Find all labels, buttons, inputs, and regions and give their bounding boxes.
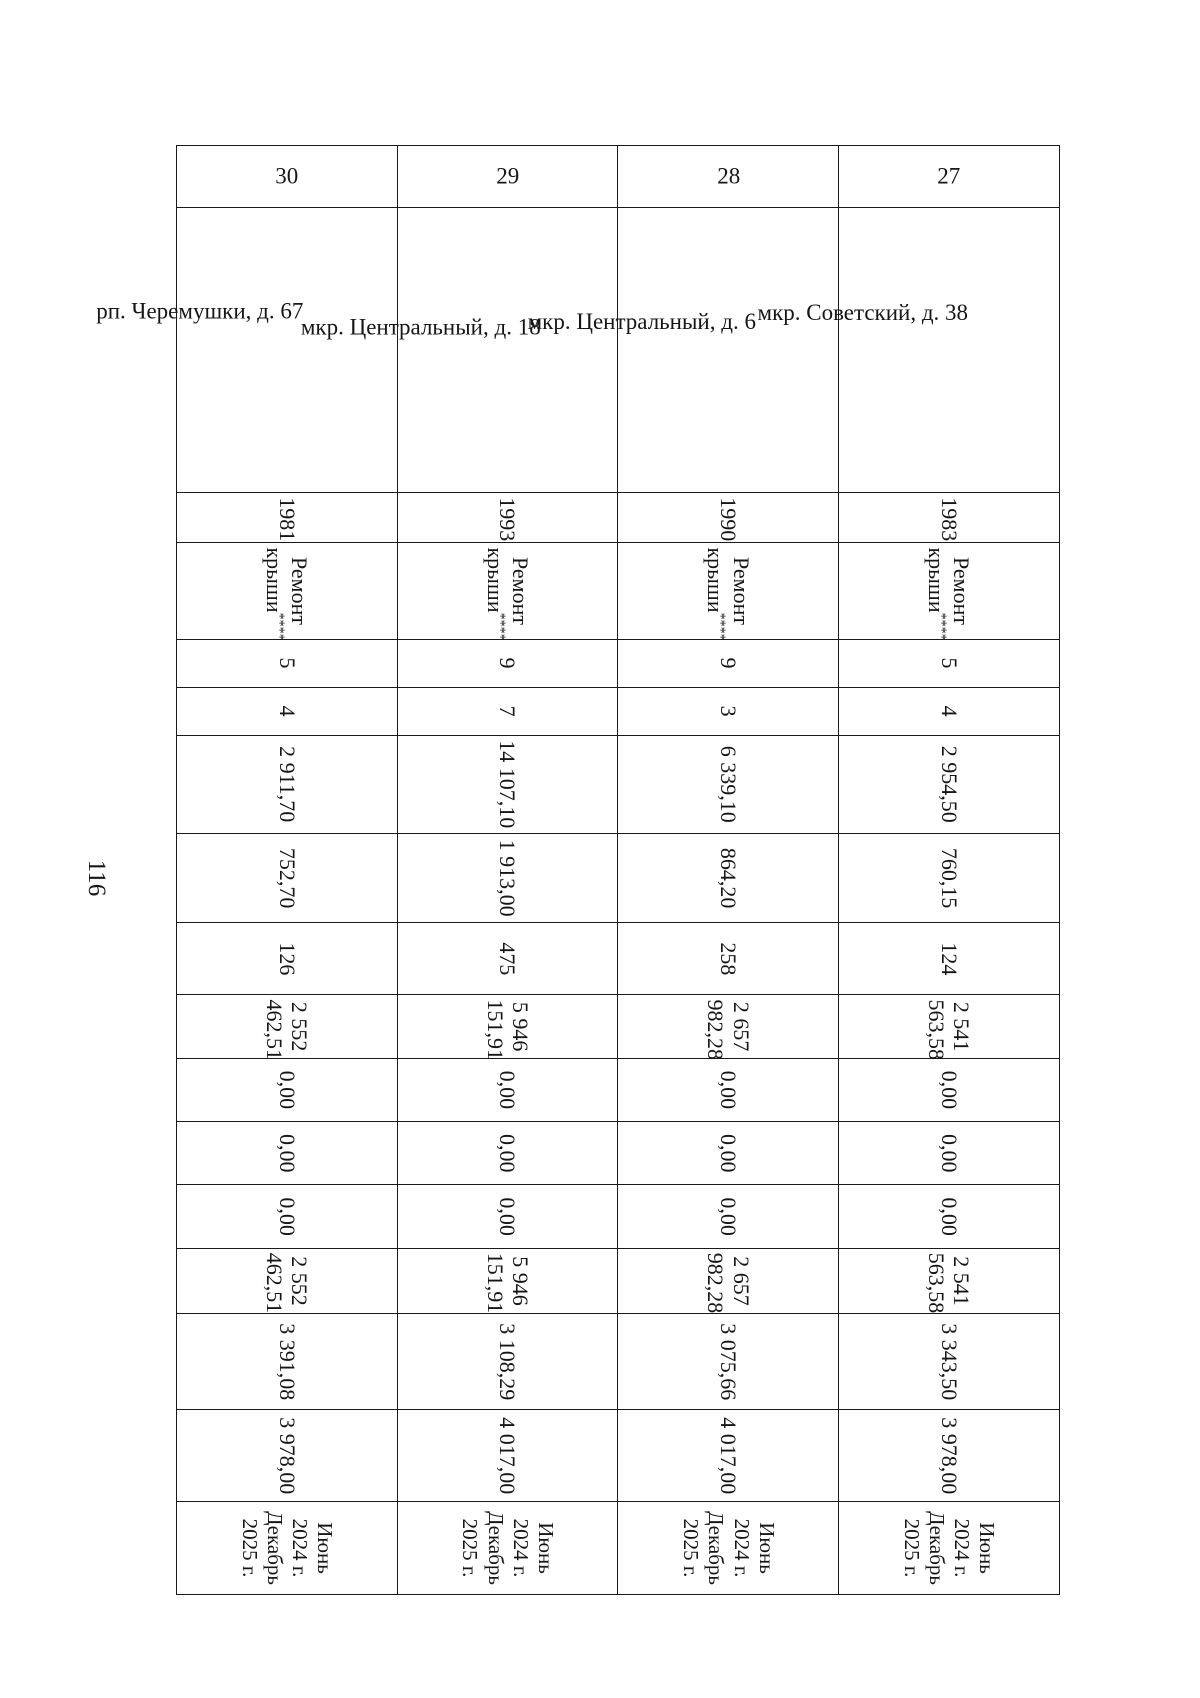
floors-cell: 9: [397, 639, 618, 687]
period-cell: [839, 1502, 1060, 1595]
fund-cell: 0,00: [839, 1122, 1060, 1185]
unit-cost-max-cell: 4 017,00: [397, 1410, 618, 1502]
entrances-cell: 4: [839, 687, 1060, 735]
period-end: Декабрь 2025 г.: [458, 1511, 508, 1585]
fund-cell: 0,00: [397, 1185, 618, 1248]
owner-cost-cell: 5 946 151,91: [397, 1248, 618, 1314]
fund-cell: 0,00: [839, 1058, 1060, 1121]
owner-cost-cell: 2 541 563,58: [839, 1248, 1060, 1314]
owner-cost-cell: 2 552 462,51: [177, 1248, 398, 1314]
row-number: 27: [839, 146, 1060, 208]
residents-cell: 258: [618, 923, 839, 995]
unit-cost-max-cell: 3 978,00: [839, 1410, 1060, 1502]
floors-cell: 5: [177, 639, 398, 687]
fund-cell: 0,00: [397, 1122, 618, 1185]
fund-cell: 0,00: [177, 1122, 398, 1185]
fund-cell: 0,00: [177, 1185, 398, 1248]
period-end: Декабрь 2025 г.: [679, 1511, 729, 1585]
row-number: 30: [177, 146, 398, 208]
table-row: [618, 146, 839, 1595]
period-cell: [397, 1502, 618, 1595]
total-area-cell: 2 954,50: [839, 735, 1060, 833]
period-start: Июнь 2024 г.: [950, 1518, 1000, 1578]
period-end: Декабрь 2025 г.: [237, 1511, 287, 1585]
roof-area-cell: 760,15: [839, 833, 1060, 923]
period-start: Июнь 2024 г.: [729, 1518, 779, 1578]
roof-area-cell: 1 913,00: [397, 833, 618, 923]
roof-area-cell: 864,20: [618, 833, 839, 923]
entrances-cell: 3: [618, 687, 839, 735]
year-cell: 1983: [839, 493, 1060, 543]
floors-cell: 5: [839, 639, 1060, 687]
table-row: [397, 146, 618, 1595]
address-cell: мкр. Центральный, д. 18: [397, 208, 618, 493]
row-number: 29: [397, 146, 618, 208]
cost-total-cell: 2 541 563,58: [839, 995, 1060, 1058]
fund-cell: 0,00: [618, 1058, 839, 1121]
floors-cell: 9: [618, 639, 839, 687]
year-cell: 1990: [618, 493, 839, 543]
unit-cost-cell: 3 075,66: [618, 1314, 839, 1410]
row-number: 28: [618, 146, 839, 208]
page-number: 116: [83, 859, 110, 897]
residents-cell: 475: [397, 923, 618, 995]
address-cell: мкр. Советский, д. 38: [839, 208, 1060, 493]
period-start: Июнь 2024 г.: [508, 1518, 558, 1578]
residents-cell: 126: [177, 923, 398, 995]
work-type-cell: Ремонт крыши****: [618, 543, 839, 639]
fund-cell: 0,00: [177, 1058, 398, 1121]
unit-cost-max-cell: 3 978,00: [177, 1410, 398, 1502]
unit-cost-cell: 3 391,08: [177, 1314, 398, 1410]
unit-cost-cell: 3 343,50: [839, 1314, 1060, 1410]
work-type-cell: Ремонт крыши****: [839, 543, 1060, 639]
total-area-cell: 14 107,10: [397, 735, 618, 833]
address-cell: мкр. Центральный, д. 6: [618, 208, 839, 493]
cost-total-cell: 5 946 151,91: [397, 995, 618, 1058]
period-cell: [177, 1502, 398, 1595]
unit-cost-max-cell: 4 017,00: [618, 1410, 839, 1502]
work-type-cell: Ремонт крыши****: [177, 543, 398, 639]
roof-area-cell: 752,70: [177, 833, 398, 923]
period-cell: [618, 1502, 839, 1595]
entrances-cell: 4: [177, 687, 398, 735]
year-cell: 1981: [177, 493, 398, 543]
total-area-cell: 6 339,10: [618, 735, 839, 833]
residents-cell: 124: [839, 923, 1060, 995]
owner-cost-cell: 2 657 982,28: [618, 1248, 839, 1314]
period-start: Июнь 2024 г.: [288, 1518, 338, 1578]
unit-cost-cell: 3 108,29: [397, 1314, 618, 1410]
total-area-cell: 2 911,70: [177, 735, 398, 833]
table-row: [177, 146, 398, 1595]
work-type-cell: Ремонт крыши****: [397, 543, 618, 639]
entrances-cell: 7: [397, 687, 618, 735]
cost-total-cell: 2 657 982,28: [618, 995, 839, 1058]
cost-total-cell: 2 552 462,51: [177, 995, 398, 1058]
period-end: Декабрь 2025 г.: [899, 1511, 950, 1585]
fund-cell: 0,00: [618, 1185, 839, 1248]
year-cell: 1993: [397, 493, 618, 543]
fund-cell: 0,00: [397, 1058, 618, 1121]
fund-cell: 0,00: [839, 1185, 1060, 1248]
table-row: [839, 146, 1060, 1595]
address-cell: рп. Черемушки, д. 67: [177, 208, 398, 493]
fund-cell: 0,00: [618, 1122, 839, 1185]
